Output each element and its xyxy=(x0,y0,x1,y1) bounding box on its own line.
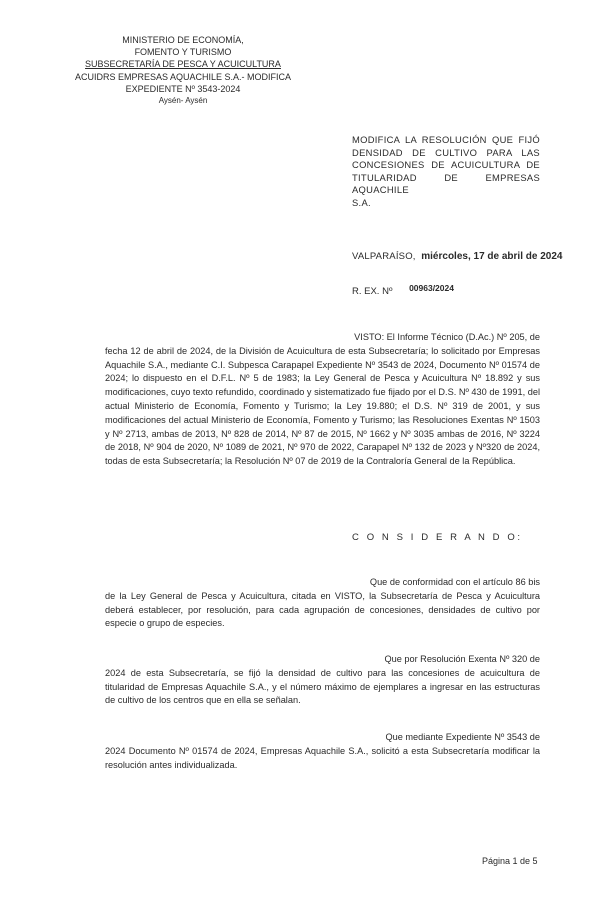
considerando-first-line: Que mediante Expediente Nº 3543 de xyxy=(385,732,540,742)
considerando-heading: C O N S I D E R A N D O: xyxy=(352,532,523,543)
undersecretariat-line: SUBSECRETARÍA DE PESCA Y ACUICULTURA xyxy=(85,59,281,70)
subject-line: CONCESIONES DE ACUICULTURA DE xyxy=(352,159,540,171)
page-number: Página 1 de 5 xyxy=(482,856,538,866)
matter-line: ACUIDRS EMPRESAS AQUACHILE S.A.- MODIFICA xyxy=(74,71,292,82)
subject-block xyxy=(352,134,540,210)
considerando-first-line: Que de conformidad con el artículo 86 bis xyxy=(369,577,540,587)
subject-line: S.A. xyxy=(352,196,371,208)
resolution-label: R. EX. Nº xyxy=(352,286,393,297)
resolution-number xyxy=(352,283,454,297)
considerando-paragraph xyxy=(105,731,540,772)
considerando-paragraph xyxy=(105,576,540,631)
resolution-code: 00963/2024 xyxy=(409,283,454,293)
considerando-body: 2024 de esta Subsecretaría, se fijó la densidad de cultivo para las concesiones de acuicultura de titularidad de Empresas Aquachile S.A., y el número máximo de ejemplares a ingresar en las estructuras de cultivo de los centros que en ella se señalan. xyxy=(105,667,540,706)
ministry-line: MINISTERIO DE ECONOMÍA, xyxy=(122,35,244,45)
considerando-paragraph xyxy=(105,653,540,708)
letterhead xyxy=(58,34,308,107)
date: miércoles, 17 de abril de 2024 xyxy=(421,251,563,262)
region-line: Aysén- Aysén xyxy=(158,96,208,106)
considerando-body: 2024 Documento Nº 01574 de 2024, Empresas Aquachile S.A., solicitó a esta Subsecretaría modificar la resolución antes individualizada. xyxy=(105,745,540,770)
subject-line: DENSIDAD DE CULTIVO PARA LAS xyxy=(352,146,540,158)
city: VALPARAÍSO, xyxy=(352,251,416,262)
place-date xyxy=(352,251,562,262)
file-number-line: EXPEDIENTE Nº 3543-2024 xyxy=(125,83,241,94)
subject-line: MODIFICA LA RESOLUCIÓN QUE FIJÓ xyxy=(352,134,540,145)
ministry-line-2: FOMENTO Y TURISMO xyxy=(134,47,232,58)
considerando-body: de la Ley General de Pesca y Acuicultura, citada en VISTO, la Subsecretaría de Pesca y Acuicultura deberá establecer, por resolución, para cada agrupación de concesiones, densidades de cultivo por especie o grupo de especies. xyxy=(105,590,540,629)
visto-first-line: VISTO: El Informe Técnico (D.Ac.) Nº 205, de xyxy=(354,332,540,342)
visto-body: fecha 12 de abril de 2024, de la División de Acuicultura de esta Subsecretaría; lo solicitado por Empresas Aquachile S.A., mediante C.I. Subpesca Carapapel Expediente Nº 3543 de 2024, Documento Nº 01574 de 2024; lo dispuesto en el D.F.L. Nº 5 de 1983; la Ley General de Pesca y Acuicultura Nº 18.892 y sus modificaciones, cuyo texto refundido, coordinado y sistematizado fue fijado por el D.S. Nº 430 de 1991, del actual Ministerio de Economía, Fomento y Turismo; la Ley 19.880; el D.S. Nº 319 de 2001, y sus modificaciones del actual Ministerio de Economía, Fomento y Turismo; las Resoluciones Exentas Nº 1503 y Nº 2713, ambas de 2013, Nº 828 de 2014, Nº 87 de 2015, Nº 1662 y Nº 3035 ambas de 2016, Nº 3224 de 2018, Nº 904 de 2020, Nº 1089 de 2021, Nº 970 de 2022, Carapapel Nº 132 de 2023 y Nº320 de 2024, todas de esta Subsecretaría; la Resolución Nº 07 de 2019 de la Contraloría General de la República. xyxy=(105,345,540,467)
subject-line: TITULARIDAD DE EMPRESAS AQUACHILE xyxy=(352,171,540,196)
considerando-first-line: Que por Resolución Exenta Nº 320 de xyxy=(384,654,540,664)
visto-paragraph xyxy=(105,331,540,469)
